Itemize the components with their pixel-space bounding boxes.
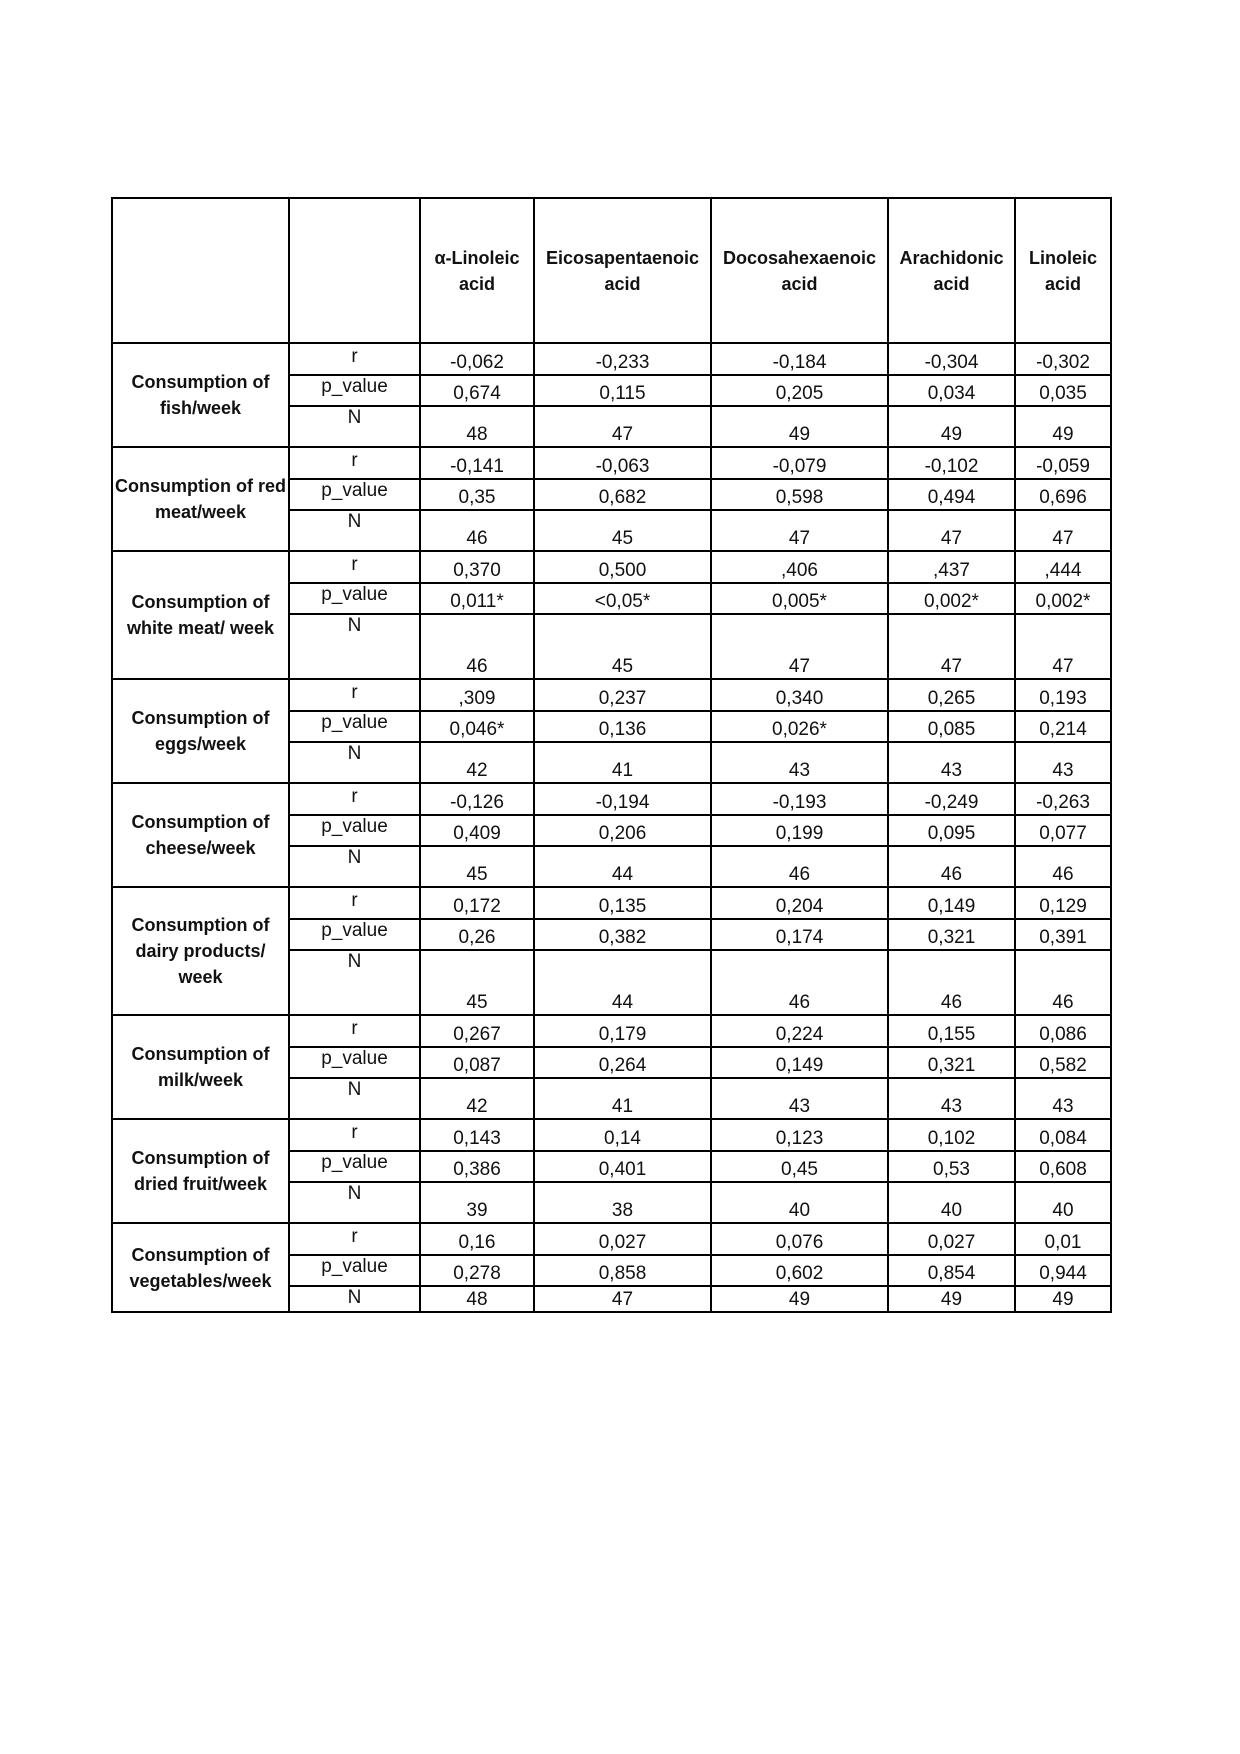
- group-label: Consumption of fish/week: [112, 343, 289, 447]
- stat-label: p_value: [289, 479, 420, 510]
- table-cell: 47: [711, 510, 888, 551]
- table-body: [112, 343, 1111, 1312]
- table-cell: 45: [420, 950, 534, 1015]
- table-cell: 0,087: [420, 1047, 534, 1078]
- table-cell: 49: [1015, 1286, 1111, 1312]
- stat-label: N: [289, 614, 420, 679]
- r-row: [112, 1223, 1111, 1255]
- table-cell: ,437: [888, 551, 1015, 583]
- table-cell: 42: [420, 742, 534, 783]
- table-cell: 0,45: [711, 1151, 888, 1182]
- header-group-empty: [112, 198, 289, 343]
- table-cell: 47: [534, 406, 711, 447]
- stat-label: p_value: [289, 1047, 420, 1078]
- stat-label: r: [289, 783, 420, 815]
- table-cell: 0,370: [420, 551, 534, 583]
- table-cell: 0,035: [1015, 375, 1111, 406]
- table-cell: 49: [711, 406, 888, 447]
- table-cell: 0,53: [888, 1151, 1015, 1182]
- table-cell: 0,214: [1015, 711, 1111, 742]
- table-cell: 41: [534, 1078, 711, 1119]
- table-cell: 49: [711, 1286, 888, 1312]
- column-header: Docosahexaenoic acid: [711, 198, 888, 343]
- stat-label: p_value: [289, 711, 420, 742]
- table-cell: 43: [1015, 742, 1111, 783]
- table-cell: ,309: [420, 679, 534, 711]
- table-cell: 0,046*: [420, 711, 534, 742]
- table-cell: <0,05*: [534, 583, 711, 614]
- stat-label: p_value: [289, 919, 420, 950]
- table-cell: 0,136: [534, 711, 711, 742]
- table-cell: 40: [1015, 1182, 1111, 1223]
- table-cell: 49: [888, 406, 1015, 447]
- table-cell: 40: [711, 1182, 888, 1223]
- table-cell: 0,382: [534, 919, 711, 950]
- correlation-table: [111, 197, 1112, 1313]
- table-cell: 0,149: [711, 1047, 888, 1078]
- r-row: [112, 551, 1111, 583]
- table-cell: 0,386: [420, 1151, 534, 1182]
- stat-label: N: [289, 1182, 420, 1223]
- r-row: [112, 679, 1111, 711]
- r-row: [112, 783, 1111, 815]
- table-cell: -0,079: [711, 447, 888, 479]
- table-cell: 0,206: [534, 815, 711, 846]
- table-cell: 0,265: [888, 679, 1015, 711]
- table-cell: 0,340: [711, 679, 888, 711]
- correlation-table-container: [111, 197, 1112, 1313]
- r-row: [112, 343, 1111, 375]
- table-cell: 0,005*: [711, 583, 888, 614]
- table-cell: 0,129: [1015, 887, 1111, 919]
- column-header: Eicosapentaenoic acid: [534, 198, 711, 343]
- table-cell: 0,278: [420, 1255, 534, 1286]
- table-cell: 0,267: [420, 1015, 534, 1047]
- table-cell: 0,598: [711, 479, 888, 510]
- stat-label: r: [289, 1119, 420, 1151]
- group-label: Consumption of white meat/ week: [112, 551, 289, 679]
- stat-label: N: [289, 406, 420, 447]
- table-cell: 0,264: [534, 1047, 711, 1078]
- table-cell: 0,102: [888, 1119, 1015, 1151]
- table-cell: 46: [888, 846, 1015, 887]
- table-cell: -0,302: [1015, 343, 1111, 375]
- table-cell: 0,854: [888, 1255, 1015, 1286]
- table-cell: 48: [420, 1286, 534, 1312]
- table-cell: 46: [1015, 950, 1111, 1015]
- header-row: [112, 198, 1111, 343]
- stat-label: p_value: [289, 375, 420, 406]
- column-header: Arachidonic acid: [888, 198, 1015, 343]
- table-cell: 0,011*: [420, 583, 534, 614]
- table-cell: 0,237: [534, 679, 711, 711]
- table-cell: 47: [534, 1286, 711, 1312]
- table-cell: 0,135: [534, 887, 711, 919]
- table-cell: 0,179: [534, 1015, 711, 1047]
- table-cell: -0,102: [888, 447, 1015, 479]
- table-cell: 0,858: [534, 1255, 711, 1286]
- table-cell: 0,35: [420, 479, 534, 510]
- table-cell: 0,01: [1015, 1223, 1111, 1255]
- table-cell: 45: [420, 846, 534, 887]
- stat-label: N: [289, 742, 420, 783]
- table-cell: 0,682: [534, 479, 711, 510]
- table-cell: 41: [534, 742, 711, 783]
- table-cell: -0,141: [420, 447, 534, 479]
- stat-label: p_value: [289, 815, 420, 846]
- table-cell: 43: [711, 742, 888, 783]
- table-cell: 39: [420, 1182, 534, 1223]
- table-cell: 43: [888, 742, 1015, 783]
- table-cell: 0,076: [711, 1223, 888, 1255]
- table-cell: 0,205: [711, 375, 888, 406]
- table-cell: 0,14: [534, 1119, 711, 1151]
- table-cell: 49: [1015, 406, 1111, 447]
- table-cell: 0,204: [711, 887, 888, 919]
- table-cell: 0,149: [888, 887, 1015, 919]
- table-cell: 48: [420, 406, 534, 447]
- table-cell: 0,026*: [711, 711, 888, 742]
- table-cell: -0,184: [711, 343, 888, 375]
- table-cell: -0,233: [534, 343, 711, 375]
- group-label: Consumption of cheese/week: [112, 783, 289, 887]
- group-label: Consumption of vegetables/week: [112, 1223, 289, 1312]
- group-label: Consumption of red meat/week: [112, 447, 289, 551]
- table-cell: 0,155: [888, 1015, 1015, 1047]
- table-cell: 0,077: [1015, 815, 1111, 846]
- group-label: Consumption of eggs/week: [112, 679, 289, 783]
- table-cell: 46: [711, 950, 888, 1015]
- stat-label: N: [289, 950, 420, 1015]
- table-cell: 0,084: [1015, 1119, 1111, 1151]
- table-cell: 43: [1015, 1078, 1111, 1119]
- r-row: [112, 1015, 1111, 1047]
- table-cell: 0,321: [888, 1047, 1015, 1078]
- table-cell: 0,321: [888, 919, 1015, 950]
- table-cell: 46: [711, 846, 888, 887]
- table-cell: 0,26: [420, 919, 534, 950]
- table-cell: 0,034: [888, 375, 1015, 406]
- table-cell: 0,143: [420, 1119, 534, 1151]
- table-cell: 0,500: [534, 551, 711, 583]
- r-row: [112, 1119, 1111, 1151]
- table-cell: 0,193: [1015, 679, 1111, 711]
- table-cell: 0,002*: [1015, 583, 1111, 614]
- table-cell: -0,059: [1015, 447, 1111, 479]
- table-cell: 0,696: [1015, 479, 1111, 510]
- r-row: [112, 447, 1111, 479]
- table-cell: -0,193: [711, 783, 888, 815]
- table-cell: ,444: [1015, 551, 1111, 583]
- table-cell: 45: [534, 614, 711, 679]
- group-label: Consumption of milk/week: [112, 1015, 289, 1119]
- stat-label: p_value: [289, 1151, 420, 1182]
- table-cell: 0,002*: [888, 583, 1015, 614]
- table-cell: 0,027: [888, 1223, 1015, 1255]
- table-cell: 38: [534, 1182, 711, 1223]
- table-cell: 0,115: [534, 375, 711, 406]
- table-cell: 45: [534, 510, 711, 551]
- table-cell: -0,249: [888, 783, 1015, 815]
- stat-label: p_value: [289, 583, 420, 614]
- table-cell: 47: [711, 614, 888, 679]
- stat-label: N: [289, 510, 420, 551]
- table-cell: 47: [1015, 614, 1111, 679]
- table-cell: 0,085: [888, 711, 1015, 742]
- table-cell: -0,126: [420, 783, 534, 815]
- table-cell: 0,401: [534, 1151, 711, 1182]
- table-cell: 46: [888, 950, 1015, 1015]
- table-cell: 0,944: [1015, 1255, 1111, 1286]
- table-cell: 0,027: [534, 1223, 711, 1255]
- table-cell: -0,304: [888, 343, 1015, 375]
- stat-label: r: [289, 1223, 420, 1255]
- stat-label: r: [289, 343, 420, 375]
- table-cell: -0,263: [1015, 783, 1111, 815]
- table-cell: 0,674: [420, 375, 534, 406]
- table-cell: 0,224: [711, 1015, 888, 1047]
- r-row: [112, 887, 1111, 919]
- table-cell: 0,391: [1015, 919, 1111, 950]
- table-cell: 0,172: [420, 887, 534, 919]
- table-cell: 0,086: [1015, 1015, 1111, 1047]
- group-label: Consumption of dairy products/ week: [112, 887, 289, 1015]
- table-cell: 0,602: [711, 1255, 888, 1286]
- table-cell: 43: [711, 1078, 888, 1119]
- stat-label: N: [289, 1286, 420, 1312]
- table-cell: 0,582: [1015, 1047, 1111, 1078]
- table-cell: 0,095: [888, 815, 1015, 846]
- table-cell: 47: [888, 614, 1015, 679]
- header-stat-empty: [289, 198, 420, 343]
- table-cell: 0,608: [1015, 1151, 1111, 1182]
- stat-label: r: [289, 551, 420, 583]
- table-cell: 44: [534, 950, 711, 1015]
- table-cell: -0,062: [420, 343, 534, 375]
- table-cell: 42: [420, 1078, 534, 1119]
- table-cell: 46: [420, 614, 534, 679]
- column-header: α-Linoleic acid: [420, 198, 534, 343]
- table-cell: 0,494: [888, 479, 1015, 510]
- stat-label: N: [289, 1078, 420, 1119]
- stat-label: r: [289, 679, 420, 711]
- table-cell: 0,199: [711, 815, 888, 846]
- group-label: Consumption of dried fruit/week: [112, 1119, 289, 1223]
- table-cell: 0,409: [420, 815, 534, 846]
- table-cell: -0,063: [534, 447, 711, 479]
- table-cell: 47: [1015, 510, 1111, 551]
- table-cell: 43: [888, 1078, 1015, 1119]
- stat-label: r: [289, 447, 420, 479]
- table-cell: 40: [888, 1182, 1015, 1223]
- table-cell: 44: [534, 846, 711, 887]
- table-cell: 47: [888, 510, 1015, 551]
- table-cell: 0,123: [711, 1119, 888, 1151]
- stat-label: r: [289, 887, 420, 919]
- table-cell: ,406: [711, 551, 888, 583]
- stat-label: N: [289, 846, 420, 887]
- stat-label: r: [289, 1015, 420, 1047]
- table-cell: 49: [888, 1286, 1015, 1312]
- table-cell: -0,194: [534, 783, 711, 815]
- table-cell: 0,174: [711, 919, 888, 950]
- table-cell: 46: [420, 510, 534, 551]
- stat-label: p_value: [289, 1255, 420, 1286]
- table-cell: 46: [1015, 846, 1111, 887]
- table-cell: 0,16: [420, 1223, 534, 1255]
- column-header: Linoleic acid: [1015, 198, 1111, 343]
